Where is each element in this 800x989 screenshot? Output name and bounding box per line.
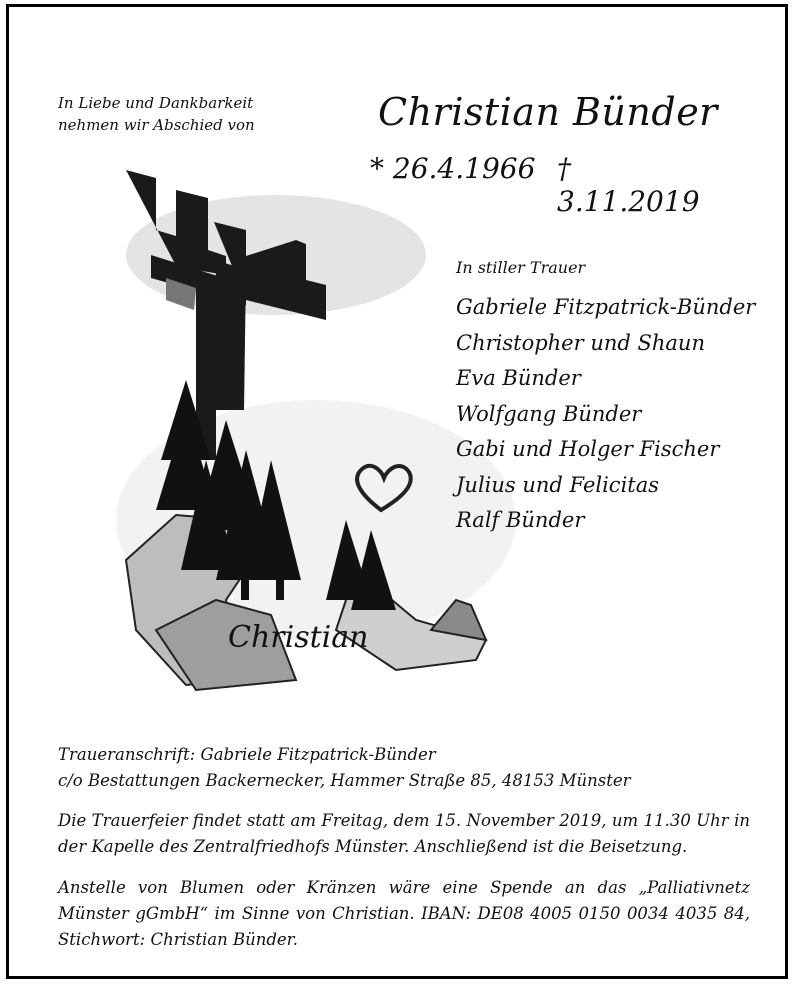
intro-text [58,92,288,136]
donation-paragraph: Anstelle von Blumen oder Kränzen wäre eine Spende an das „Palliativnetz Münster gGmbH“ im Sinne von Christian. IBAN: DE08 4005 0150 0034 4035 84, Stichwort: Christian Bünder. [58,878,750,949]
address-line-1: Traueranschrift: Gabriele Fitzpatrick-Bünder [58,745,436,764]
mourners-intro: In stiller Trauer [456,258,586,277]
list-item: Wolfgang Bünder [456,401,642,426]
illustration-caption: Christian [228,620,369,655]
birth-date: * 26.4.1966 [370,152,536,185]
address-line-2: c/o Bestattungen Backernecker, Hammer Straße 85, 48153 Münster [58,771,631,790]
intro-line-1: In Liebe und Dankbarkeit [58,94,254,112]
deceased-name: Christian Bünder [378,90,718,134]
list-item: Ralf Bünder [456,508,585,532]
intro-line-2: nehmen wir Abschied von [58,116,255,134]
ceremony-paragraph: Die Trauerfeier findet statt am Freitag, dem 15. November 2019, um 11.30 Uhr in der Kapelle des Zentralfriedhofs Münster. Anschließend ist die Beisetzung. [58,811,750,856]
death-date: † 3.11.2019 [557,152,700,218]
list-item: Gabi und Holger Fischer [456,437,720,461]
mourners-list [456,290,755,539]
list-item: Gabriele Fitzpatrick-Bünder [456,295,756,319]
list-item: Eva Bünder [456,366,581,390]
list-item: Christopher und Shaun [456,330,705,355]
mourning-address [58,742,631,794]
list-item: Julius und Felicitas [456,472,660,497]
